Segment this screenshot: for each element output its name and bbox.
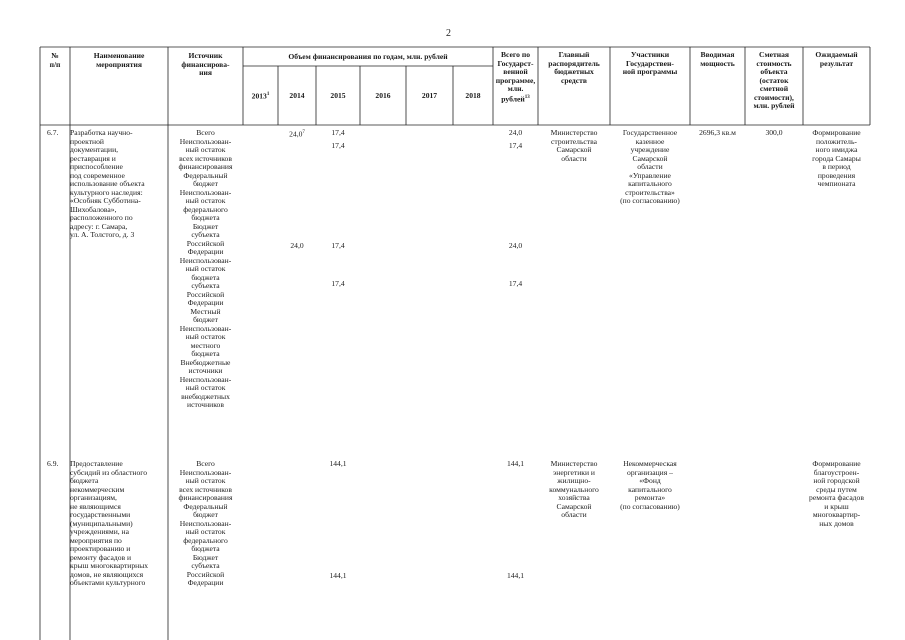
row-6-7-capacity: 2696,3 кв.м: [699, 128, 736, 137]
page-number: 2: [446, 28, 451, 39]
header-year-2015: 2015: [330, 91, 346, 100]
header-year-2017: 2017: [421, 91, 438, 100]
header-funding-source: Источник финансирова- ния: [181, 51, 230, 77]
row-6-7-budget-manager: Министерство строительства Самарской области: [550, 128, 598, 163]
row-6-7-regional-unused-sum: 17,4: [508, 279, 523, 288]
header-year-2018: 2018: [465, 91, 481, 100]
row-6-7-event-name: Разработка научно- проектной документации, реставрация и приспособление под современное использование объекта культурного наследия: «Особняк Субботина- Шихобалова», расположенного по адресу: г. Самара, ул. А. Толстого, д. 3: [70, 128, 145, 239]
row-6-7-expected-result: Формирование положитель- ного имиджа города Самары в период проведения чемпионата: [812, 128, 861, 188]
row-6-7-regional-2015: 17,4: [331, 241, 345, 250]
row-6-7-unused-2015: 17,4: [331, 141, 345, 150]
row-6-9-total-sum: 144,1: [506, 459, 525, 468]
header-capacity: Вводимая мощность: [700, 50, 735, 68]
row-6-9-funding-sources: Всего Неиспользован- ный остаток всех источников финансирования Федеральный бюджет Неиспользован- ный остаток федерального бюджета Бюджет субъекта Российской Федерации: [178, 459, 233, 587]
header-year-2016: 2016: [375, 91, 391, 100]
row-6-7-regional-2014: 24,0: [290, 241, 304, 250]
header-year-2013: 2013$^1$: [251, 91, 270, 101]
row-6-9-budget-manager: Министерство энергетики и жилищно- коммунального хозяйства Самарской области: [549, 459, 599, 519]
header-event-name: Наименование мероприятия: [93, 51, 145, 69]
row-6-9-expected-result: Формирование благоустроен- ной городской среды путем ремонта фасадов и крыш многоквартир- ных домов: [809, 459, 864, 528]
row-6-9-event-name: Предоставление субсидий из областного бюджета некоммерческим организациям, не являющимся государственными (муниципальными) учреждениями, на мероприятия по проектированию и ремонту фасадов и крыш многоквартирных домов, не являющихся объектами культурного: [70, 459, 149, 587]
header-num: № п/п: [49, 51, 61, 69]
row-6-7-estimate-cost: 300,0: [765, 128, 783, 137]
row-6-7-total-sum: 24,0: [508, 128, 523, 137]
header-budget-manager: Главный распорядитель бюджетных средств: [548, 50, 600, 85]
header-year-2014: 2014: [289, 91, 305, 100]
header-expected-result: Ожидаемый результат: [815, 50, 858, 68]
row-6-7-total-2015: 17,4: [331, 128, 345, 137]
row-6-7-participants: Государственное казенное учреждение Самарской области «Управление капитального строительства» (по согласованию): [620, 128, 680, 205]
header-participants: Участники Государствен- ной программы: [622, 50, 678, 76]
row-6-7-number: 6.7.: [47, 128, 59, 137]
row-6-7-regional-unused-2015: 17,4: [331, 279, 345, 288]
row-6-9-regional-sum: 144,1: [506, 571, 525, 580]
row-6-9-total-2015: 144,1: [329, 459, 347, 468]
row-6-9-regional-2015: 144,1: [329, 571, 347, 580]
row-6-9-participants: Некоммерческая организация – «Фонд капитального ремонта» (по согласованию): [620, 459, 680, 511]
row-6-7-total-2014: 24,0$^7$: [289, 129, 305, 139]
header-funding-by-year: Объем финансирования по годам, млн. рублей: [288, 52, 448, 61]
row-6-7-regional-sum: 24,0: [508, 241, 523, 250]
header-total: Всего по Государст- венной программе, млн. рублей$^{13}$: [495, 50, 536, 104]
row-6-7-unused-sum: 17,4: [508, 141, 523, 150]
row-6-9-number: 6.9.: [47, 459, 59, 468]
header-estimate-cost: Сметная стоимость объекта (остаток сметной стоимости), млн. рублей: [753, 50, 795, 110]
row-6-7-funding-sources: Всего Неиспользован- ный остаток всех источников финансирования Федеральный бюджет Неиспользован- ный остаток федерального бюджета Бюджет субъекта Российской Федерации Неиспользован- ный остаток бюджета субъекта Российской Федерации Местный бюджет Неиспользован- ный остаток местного бюджета Внебюджетные источники Неиспользован- ный остаток внебюджетных источников: [178, 128, 233, 409]
